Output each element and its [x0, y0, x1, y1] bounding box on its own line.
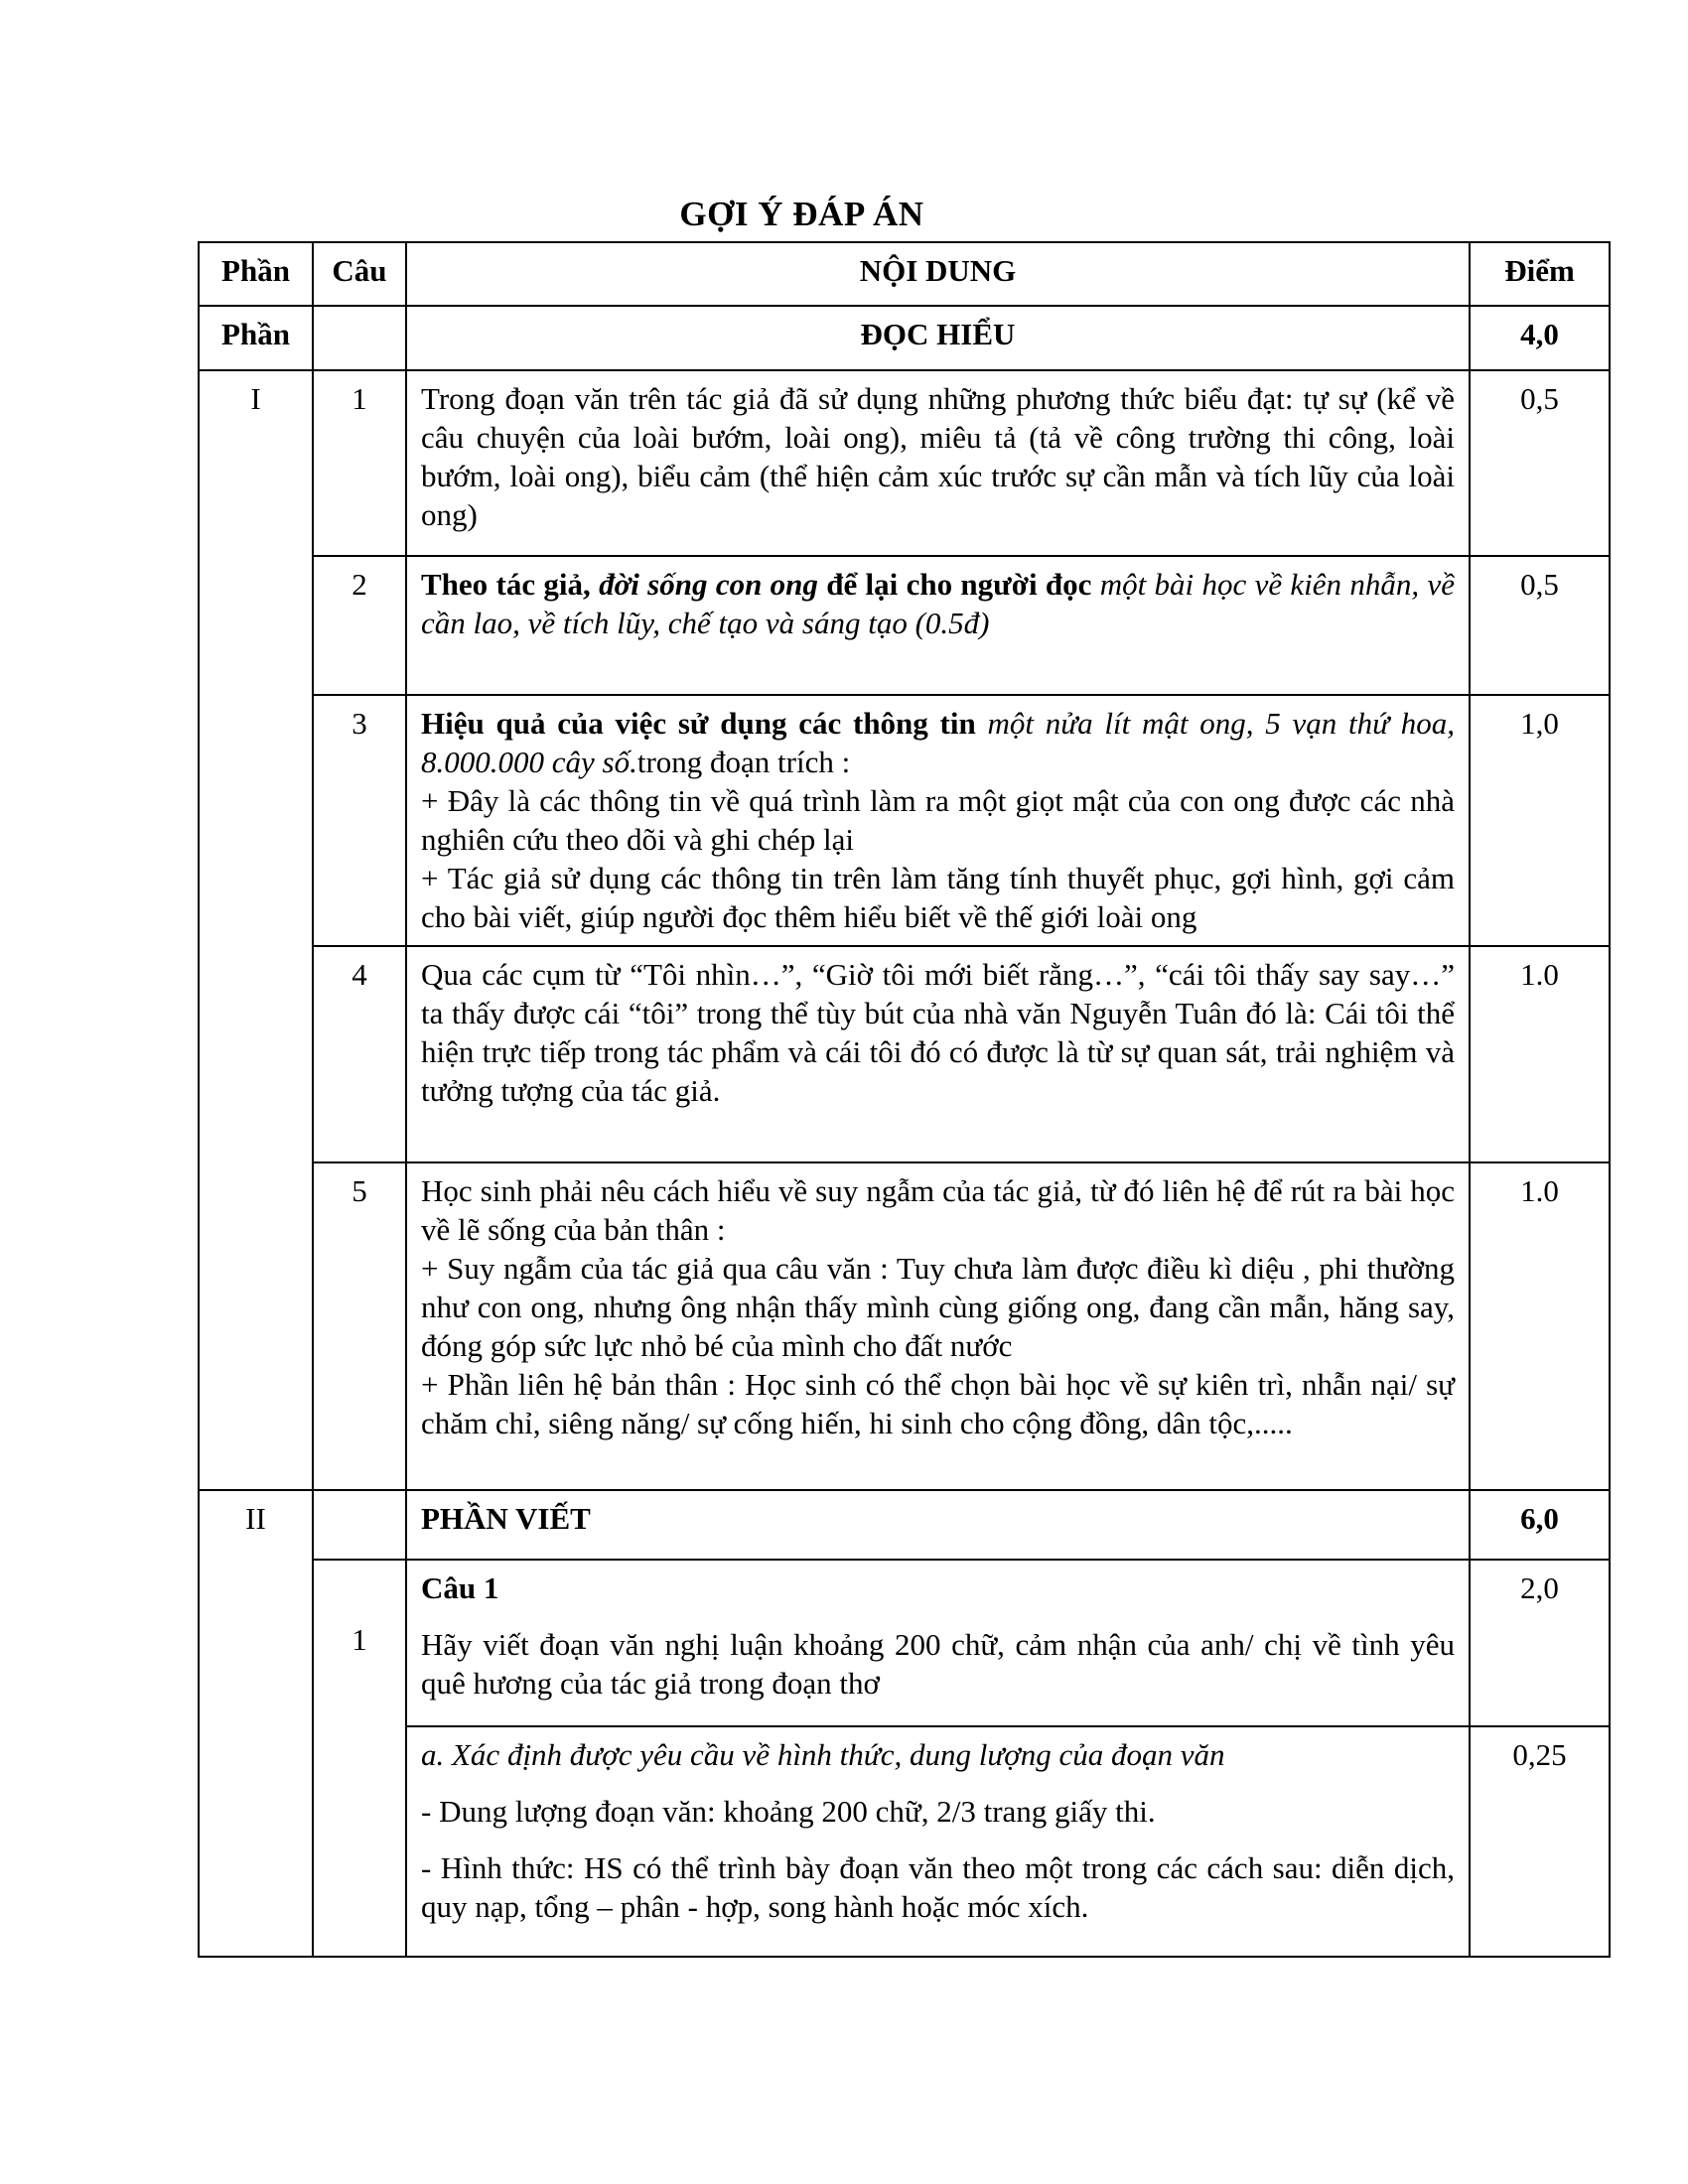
w1-heading: Câu 1 [421, 1570, 499, 1605]
question-row-1 [199, 370, 1610, 556]
header-cau: Câu [313, 242, 406, 306]
w1-text: Hãy viết đoạn văn nghị luận khoảng 200 chữ, cảm nhận của anh/ chị về tình yêu quê hương của tác giả trong đoạn thơ [421, 1627, 1455, 1701]
q2-bold-1: Theo tác giả, [421, 567, 600, 602]
q5-line-1: Học sinh phải nêu cách hiểu về suy ngẫm của tác giả, từ đó liên hệ để rút ra bài học về lẽ sống của bản thân : [421, 1173, 1455, 1247]
question-row-2 [199, 556, 1610, 695]
section2-row [199, 1490, 1610, 1560]
section2-title: PHẦN VIẾT [406, 1490, 1470, 1560]
q1-score: 0,5 [1470, 370, 1610, 556]
w1-number: 1 [313, 1560, 406, 1957]
q3-line-3: + Tác giả sử dụng các thông tin trên làm tăng tính thuyết phục, gợi hình, gợi cảm cho bài viết, giúp người đọc thêm hiểu biết về thế giới loài ong [421, 861, 1455, 934]
q3-rest: trong đoạn trích : [636, 745, 851, 779]
question-row-3 [199, 695, 1610, 946]
section1-roman: I [199, 370, 313, 1490]
answer-table [198, 241, 1611, 1958]
q2-content [406, 556, 1470, 695]
q1-content: Trong đoạn văn trên tác giả đã sử dụng những phương thức biểu đạt: tự sự (kể về câu chuyện của loài bướm, loài ong), miêu tả (tả về công trường thi công, loài bướm, loài ong), biểu cảm (thể hiện cảm xúc trước sự cần mẫn và tích lũy của loài ong) [406, 370, 1470, 556]
header-phan: Phần [199, 242, 313, 306]
q3-line-1 [421, 704, 1455, 781]
q3-number: 3 [313, 695, 406, 946]
wa-content [406, 1726, 1470, 1957]
page-title: GỢI Ý ĐÁP ÁN [679, 195, 924, 233]
q2-number: 2 [313, 556, 406, 695]
writing-row-a [199, 1726, 1610, 1957]
q2-italic: một bài học về kiên nhẫn, về cần lao, về tích lũy, chế tạo và sáng tạo (0.5đ) [421, 567, 1455, 640]
table-header-row [199, 242, 1610, 306]
section1-title: ĐỌC HIỂU [406, 306, 1470, 370]
section2-score: 6,0 [1470, 1490, 1610, 1560]
q5-content [406, 1162, 1470, 1490]
wa-line-2: - Hình thức: HS có thể trình bày đoạn văn theo một trong các cách sau: diễn dịch, quy nạp, tổng – phân - hợp, song hành hoặc móc xích. [421, 1850, 1455, 1924]
section2-cau-empty [313, 1490, 406, 1560]
section1-phan: Phần [199, 306, 313, 370]
q3-bold: Hiệu quả của việc sử dụng các thông tin [421, 706, 988, 741]
q5-line-2: + Suy ngẫm của tác giả qua câu văn : Tuy chưa làm được điều kì diệu , phi thường như con ong, nhưng ông nhận thấy mình cùng giống ong, đang cần mẫn, hăng say, đóng góp sức lực nhỏ bé của mình cho đất nước [421, 1251, 1455, 1363]
section1-cau-empty [313, 306, 406, 370]
question-row-5 [199, 1162, 1610, 1490]
writing-row-1 [199, 1560, 1610, 1726]
wa-line-1: - Dung lượng đoạn văn: khoảng 200 chữ, 2/3 trang giấy thi. [421, 1794, 1156, 1829]
section1-score: 4,0 [1470, 306, 1610, 370]
header-noi-dung: NỘI DUNG [406, 242, 1470, 306]
w1-score: 2,0 [1470, 1560, 1610, 1726]
section1-row [199, 306, 1610, 370]
header-diem: Điểm [1470, 242, 1610, 306]
q5-line-3: + Phần liên hệ bản thân : Học sinh có thể chọn bài học về sự kiên trì, nhẫn nại/ sự chăm chỉ, siêng năng/ sự cống hiến, hi sinh cho cộng đồng, dân tộc,..... [421, 1367, 1455, 1440]
q2-bold-2: để lại cho người đọc [817, 567, 1100, 602]
wa-heading: a. Xác định được yêu cầu về hình thức, dung lượng của đoạn văn [421, 1737, 1225, 1772]
section2-roman: II [199, 1490, 313, 1957]
w1-content [406, 1560, 1470, 1726]
q2-bold-italic: đời sống con ong [599, 567, 818, 602]
q4-content: Qua các cụm từ “Tôi nhìn…”, “Giờ tôi mới biết rằng…”, “cái tôi thấy say say…” ta thấy được cái “tôi” trong thể tùy bút của nhà văn Nguyễn Tuân đó là: Cái tôi thể hiện trực tiếp trong tác phẩm và cái tôi đó có được là từ sự quan sát, trải nghiệm và tưởng tượng của tác giả. [406, 946, 1470, 1162]
q4-score: 1.0 [1470, 946, 1610, 1162]
question-row-4 [199, 946, 1610, 1162]
q2-score: 0,5 [1470, 556, 1610, 695]
q3-line-2: + Đây là các thông tin về quá trình làm ra một giọt mật của con ong được các nhà nghiên cứu theo dõi và ghi chép lại [421, 783, 1455, 857]
q3-italic: một nửa lít mật ong, 5 vạn thứ hoa, 8.000.000 cây số. [421, 706, 1456, 779]
q1-number: 1 [313, 370, 406, 556]
q4-number: 4 [313, 946, 406, 1162]
q3-content [406, 695, 1470, 946]
q5-score: 1.0 [1470, 1162, 1610, 1490]
q3-score: 1,0 [1470, 695, 1610, 946]
wa-score: 0,25 [1470, 1726, 1610, 1957]
q5-number: 5 [313, 1162, 406, 1490]
